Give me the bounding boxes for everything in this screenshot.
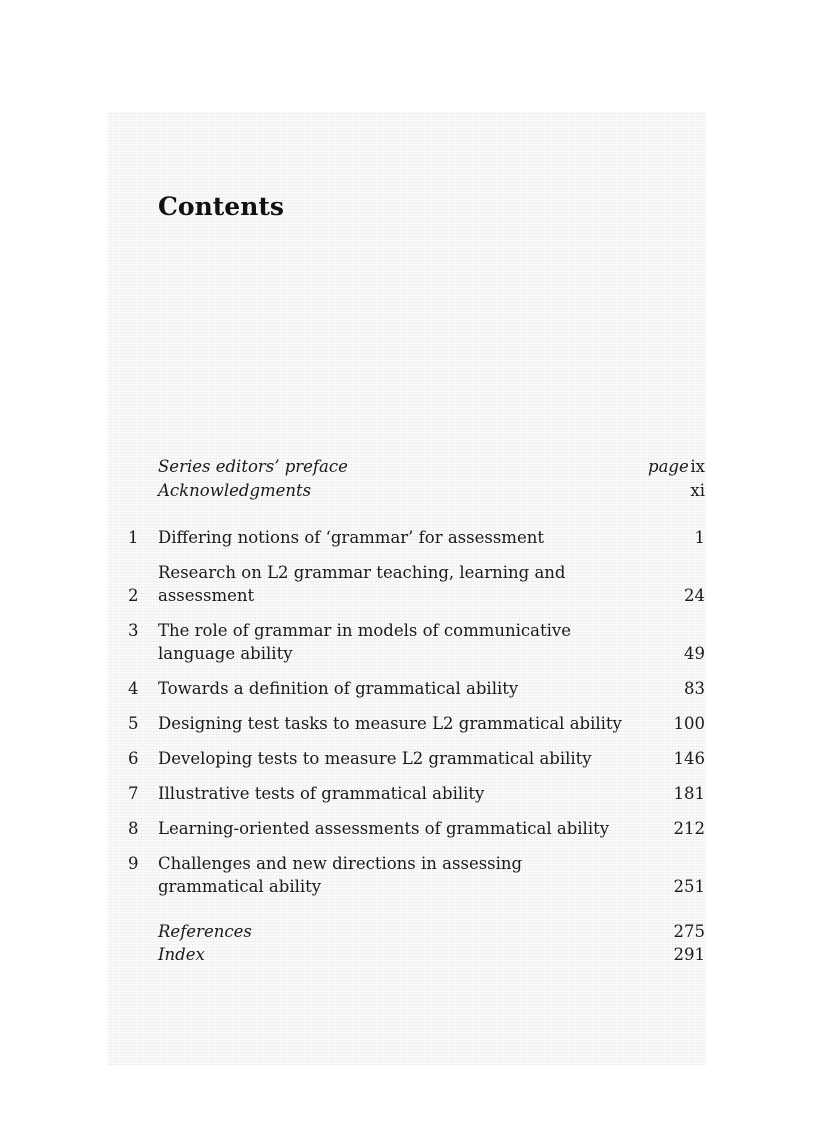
- toc-entry-page: 212: [673, 819, 705, 838]
- toc-entry-title: Index: [158, 945, 205, 964]
- toc-entry-chapter-4[interactable]: [120, 677, 705, 700]
- toc-entry-title: Differing notions of ‘grammar’ for assessment: [158, 528, 544, 547]
- toc-entry-chapter-7[interactable]: [120, 782, 705, 805]
- toc-entry-title: References: [158, 922, 252, 941]
- chapter-number: 3: [128, 621, 139, 640]
- toc-entry-chapter-6[interactable]: [120, 747, 705, 770]
- toc-entry-acknowledgments[interactable]: [120, 479, 705, 502]
- toc-entry-title: Learning-oriented assessments of grammatical ability: [158, 819, 610, 838]
- toc-entry-chapter-3[interactable]: [120, 619, 705, 665]
- toc-entry-chapter-2[interactable]: [120, 561, 705, 607]
- toc-entry-page: 49: [684, 644, 705, 663]
- toc-entry-page: 100: [673, 714, 705, 733]
- toc-entry-title: Series editors’ preface: [158, 457, 348, 476]
- toc-entry-page: 1: [694, 528, 705, 547]
- toc-entry-title: Challenges and new directions in assessing grammatical ability: [158, 854, 523, 896]
- toc-entry-page: 275: [673, 922, 705, 941]
- chapter-number: 1: [128, 528, 139, 547]
- toc-entry-title: Designing test tasks to measure L2 grammatical ability: [158, 714, 622, 733]
- chapter-number: 7: [128, 784, 139, 803]
- toc-entry-chapter-9[interactable]: [120, 852, 705, 898]
- toc-entry-page: page ix: [648, 457, 705, 476]
- toc-entry-index[interactable]: [120, 943, 705, 966]
- chapter-number: 6: [128, 749, 139, 768]
- chapter-number: 9: [128, 854, 139, 873]
- chapter-number: 8: [128, 819, 139, 838]
- chapter-number: 2: [128, 586, 139, 605]
- toc-entry-chapter-8[interactable]: [120, 817, 705, 840]
- toc-entry-series-editors-preface[interactable]: [120, 455, 705, 478]
- toc-entry-title: Towards a definition of grammatical ability: [158, 679, 519, 698]
- toc-entry-page: 251: [673, 877, 705, 896]
- page-title: Contents: [158, 192, 285, 221]
- toc-entry-title: Developing tests to measure L2 grammatical ability: [158, 749, 592, 768]
- toc-entry-title: The role of grammar in models of communicative language ability: [158, 621, 571, 663]
- toc-entry-page: 146: [673, 749, 705, 768]
- toc-entry-page: 83: [684, 679, 705, 698]
- toc-entry-page: xi: [690, 481, 705, 500]
- toc-entry-chapter-1[interactable]: [120, 526, 705, 549]
- table-of-contents: [120, 455, 705, 966]
- toc-entry-page: 181: [673, 784, 705, 803]
- chapter-number: 4: [128, 679, 139, 698]
- toc-entry-title: Acknowledgments: [158, 481, 312, 500]
- toc-entry-page: 291: [673, 945, 705, 964]
- chapter-number: 5: [128, 714, 139, 733]
- toc-entry-chapter-5[interactable]: [120, 712, 705, 735]
- toc-entry-title: Research on L2 grammar teaching, learning and assessment: [158, 563, 566, 605]
- toc-entry-references[interactable]: [120, 920, 705, 943]
- toc-entry-title: Illustrative tests of grammatical ability: [158, 784, 485, 803]
- toc-entry-page: 24: [684, 586, 705, 605]
- page-prefix: page: [648, 457, 689, 476]
